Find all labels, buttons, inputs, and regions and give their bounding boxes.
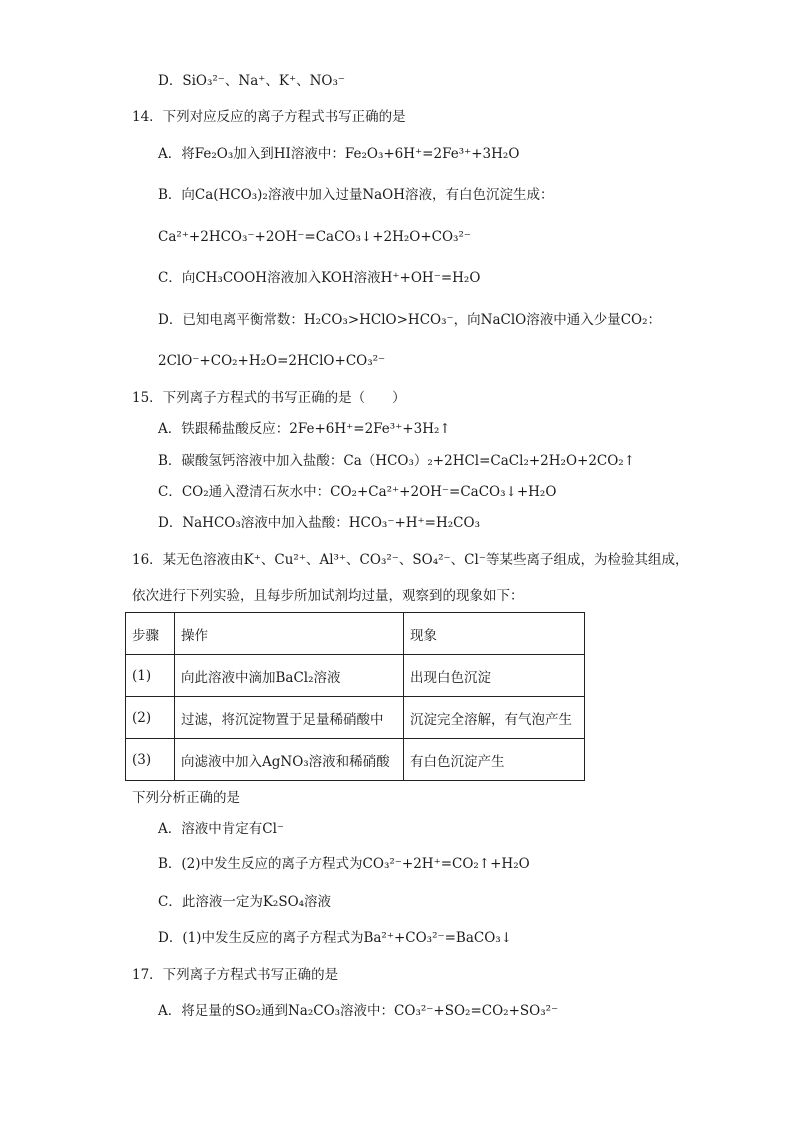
q15-option-b: B．碳酸氢钙溶液中加入盐酸：Ca（HCO₃）₂+2HCl=CaCl₂+2H₂O+2CO₂↑ [158, 453, 636, 469]
q16-option-b: B．(2)中发生反应的离子方程式为CO₃²⁻+2H⁺=CO₂↑+H₂O [158, 856, 530, 872]
q16-option-d: D．(1)中发生反应的离子方程式为Ba²⁺+CO₃²⁻=BaCO₃↓ [158, 930, 513, 946]
experiment-table [125, 612, 585, 781]
table-cell: 向滤液中加入AgNO₃溶液和稀硝酸 [175, 739, 404, 781]
q17-option-a: A．将足量的SO₂通到Na₂CO₃溶液中：CO₃²⁻+SO₂=CO₂+SO₃²⁻ [158, 1003, 559, 1019]
q13-option-d: D．SiO₃²⁻、Na⁺、K⁺、NO₃⁻ [158, 73, 346, 89]
table-row [126, 739, 585, 781]
question-17: 17．下列离子方程式书写正确的是 [132, 967, 339, 983]
q16-option-a: A．溶液中肯定有Cl⁻ [158, 821, 285, 837]
table-cell: (2) [126, 697, 175, 739]
question-15: 15．下列离子方程式的书写正确的是（ ） [132, 390, 406, 406]
question-14: 14．下列对应反应的离子方程式书写正确的是 [132, 109, 406, 125]
q16-prompt: 下列分析正确的是 [132, 790, 240, 806]
table-header-phenomenon: 现象 [404, 613, 585, 655]
table-cell: 过滤，将沉淀物置于足量稀硝酸中 [175, 697, 404, 739]
table-row [126, 697, 585, 739]
q14-option-b: B．向Ca(HCO₃)₂溶液中加入过量NaOH溶液，有白色沉淀生成： [158, 187, 554, 203]
table-cell: (3) [126, 739, 175, 781]
q14-option-c: C．向CH₃COOH溶液加入KOH溶液H⁺+OH⁻=H₂O [158, 270, 481, 286]
table-cell: 沉淀完全溶解，有气泡产生 [404, 697, 585, 739]
q15-option-c: C．CO₂通入澄清石灰水中：CO₂+Ca²⁺+2OH⁻=CaCO₃↓+H₂O [158, 484, 557, 500]
q15-option-d: D．NaHCO₃溶液中加入盐酸：HCO₃⁻+H⁺=H₂CO₃ [158, 515, 480, 531]
table-cell: 出现白色沉淀 [404, 655, 585, 697]
q15-option-a: A．铁跟稀盐酸反应：2Fe+6H⁺=2Fe³⁺+3H₂↑ [158, 421, 451, 437]
q14-option-d: D．已知电离平衡常数：H₂CO₃>HClO>HCO₃⁻，向NaClO溶液中通入少量CO₂： [158, 312, 662, 328]
question-16: 16．某无色溶液由K⁺、Cu²⁺、Al³⁺、CO₃²⁻、SO₄²⁻、Cl⁻等某些离子组成，为检验其组成， [132, 552, 689, 568]
table-header-row [126, 613, 585, 655]
table-cell: 向此溶液中滴加BaCl₂溶液 [175, 655, 404, 697]
q16-option-c: C．此溶液一定为K₂SO₄溶液 [158, 894, 332, 910]
q14-option-d-equation: 2ClO⁻+CO₂+H₂O=2HClO+CO₃²⁻ [158, 353, 386, 369]
table-cell: (1) [126, 655, 175, 697]
table-header-operation: 操作 [175, 613, 404, 655]
table-header-step: 步骤 [126, 613, 175, 655]
table-row [126, 655, 585, 697]
q14-option-b-equation: Ca²⁺+2HCO₃⁻+2OH⁻=CaCO₃↓+2H₂O+CO₃²⁻ [158, 229, 472, 245]
question-16-continued: 依次进行下列实验，且每步所加试剂均过量，观察到的现象如下： [132, 588, 524, 604]
q14-option-a: A．将Fe₂O₃加入到HI溶液中：Fe₂O₃+6H⁺=2Fe³⁺+3H₂O [158, 146, 520, 162]
table-cell: 有白色沉淀产生 [404, 739, 585, 781]
